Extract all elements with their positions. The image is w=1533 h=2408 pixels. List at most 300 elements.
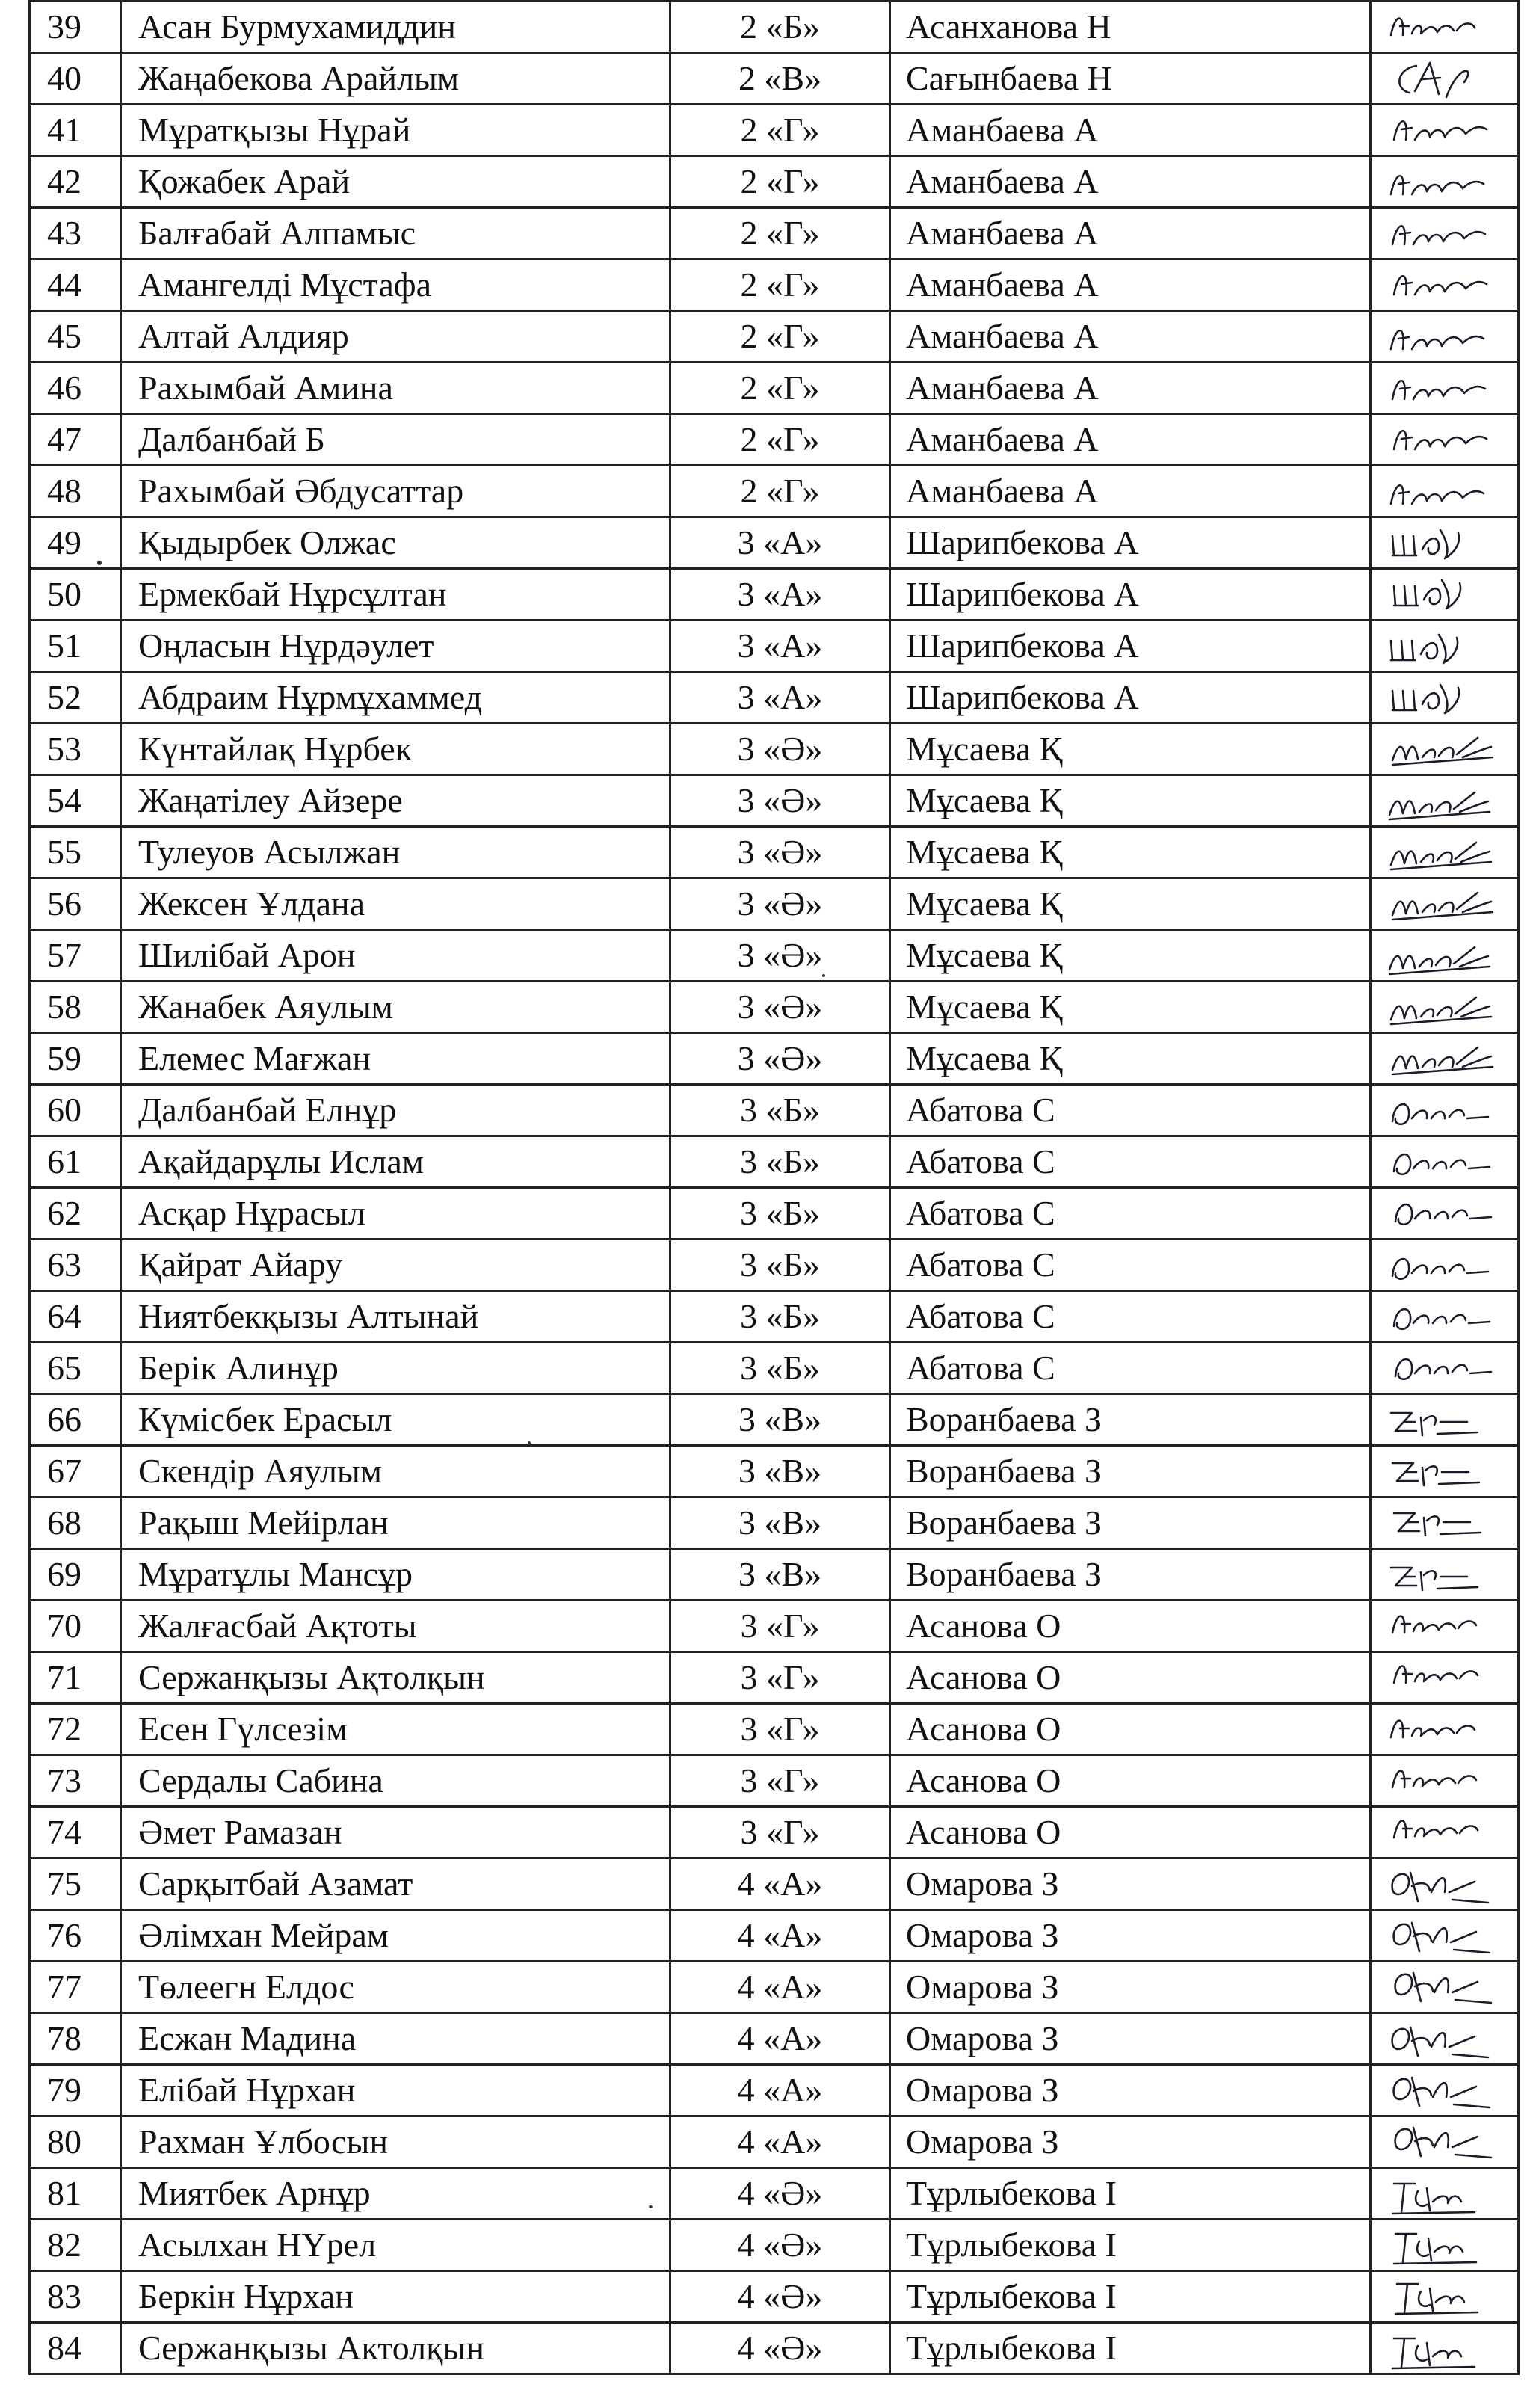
table-row xyxy=(30,208,1519,259)
class-label: 4 «Ә» xyxy=(670,2168,890,2220)
signature-cell xyxy=(1371,259,1519,311)
teacher-name: Тұрлыбекова І xyxy=(890,2323,1371,2374)
row-number: 53 xyxy=(30,724,121,775)
class-label: 3 «А» xyxy=(670,517,890,569)
table-row xyxy=(30,2168,1519,2220)
handwritten-signature xyxy=(1387,1345,1499,1391)
table-row xyxy=(30,1601,1519,1652)
handwritten-signature xyxy=(1387,416,1499,463)
row-number: 56 xyxy=(30,878,121,930)
row-number: 72 xyxy=(30,1704,121,1755)
table-row xyxy=(30,2116,1519,2168)
row-number: 62 xyxy=(30,1188,121,1240)
row-number: 76 xyxy=(30,1910,121,1962)
signature-cell xyxy=(1371,2116,1519,2168)
student-roster-table xyxy=(28,0,1520,2375)
table-row xyxy=(30,1446,1519,1497)
table-row xyxy=(30,2220,1519,2271)
row-number: 74 xyxy=(30,1807,121,1859)
class-label: 2 «Г» xyxy=(670,105,890,156)
table-row xyxy=(30,1652,1519,1704)
handwritten-signature xyxy=(1387,571,1499,618)
teacher-name: Асанова О xyxy=(890,1601,1371,1652)
signature-cell xyxy=(1371,1343,1519,1394)
class-label: 4 «Ә» xyxy=(670,2323,890,2374)
handwritten-signature xyxy=(1387,674,1499,721)
class-label: 2 «Г» xyxy=(670,311,890,363)
table-row xyxy=(30,569,1519,621)
row-number: 81 xyxy=(30,2168,121,2220)
handwritten-signature xyxy=(1387,2273,1499,2320)
class-label: 3 «Ә» xyxy=(670,775,890,827)
table-row xyxy=(30,930,1519,982)
class-label: 2 «Г» xyxy=(670,363,890,414)
teacher-name: Аманбаева А xyxy=(890,156,1371,208)
class-label: 3 «Б» xyxy=(670,1343,890,1394)
signature-cell xyxy=(1371,414,1519,466)
teacher-name: Мұсаева Қ xyxy=(890,930,1371,982)
scan-speck xyxy=(528,1441,531,1445)
class-label: 3 «Б» xyxy=(670,1136,890,1188)
table-row xyxy=(30,2271,1519,2323)
row-number: 57 xyxy=(30,930,121,982)
teacher-name: Тұрлыбекова І xyxy=(890,2220,1371,2271)
teacher-name: Омарова З xyxy=(890,2013,1371,2065)
signature-cell xyxy=(1371,2271,1519,2323)
class-label: 3 «А» xyxy=(670,569,890,621)
row-number: 61 xyxy=(30,1136,121,1188)
signature-cell xyxy=(1371,775,1519,827)
student-name: Балғабай Алпамыс xyxy=(121,208,670,259)
teacher-name: Асанова О xyxy=(890,1652,1371,1704)
table-row xyxy=(30,1291,1519,1343)
teacher-name: Сағынбаева Н xyxy=(890,53,1371,105)
handwritten-signature xyxy=(1387,1190,1499,1237)
student-name: Абдраим Нұрмұхаммед xyxy=(121,672,670,724)
teacher-name: Асанова О xyxy=(890,1704,1371,1755)
signature-cell xyxy=(1371,1394,1519,1446)
table-row xyxy=(30,1910,1519,1962)
student-name: Сержанқызы Ақтолқын xyxy=(121,1652,670,1704)
teacher-name: Абатова С xyxy=(890,1291,1371,1343)
signature-cell xyxy=(1371,1549,1519,1601)
row-number: 80 xyxy=(30,2116,121,2168)
roster-body xyxy=(30,1,1519,2374)
teacher-name: Абатова С xyxy=(890,1240,1371,1291)
student-name: Оңласын Нұрдәулет xyxy=(121,621,670,672)
row-number: 45 xyxy=(30,311,121,363)
signature-cell xyxy=(1371,105,1519,156)
teacher-name: Мұсаева Қ xyxy=(890,1033,1371,1085)
table-row xyxy=(30,2323,1519,2374)
signature-cell xyxy=(1371,621,1519,672)
class-label: 3 «Г» xyxy=(670,1652,890,1704)
handwritten-signature xyxy=(1387,1861,1499,1907)
table-row xyxy=(30,982,1519,1033)
student-name: Беркін Нұрхан xyxy=(121,2271,670,2323)
handwritten-signature xyxy=(1387,1964,1499,2010)
teacher-name: Абатова С xyxy=(890,1136,1371,1188)
signature-cell xyxy=(1371,1755,1519,1807)
student-name: Тулеуов Асылжан xyxy=(121,827,670,878)
teacher-name: Аманбаева А xyxy=(890,208,1371,259)
table-row xyxy=(30,1240,1519,1291)
signature-cell xyxy=(1371,982,1519,1033)
student-name: Рақыш Мейірлан xyxy=(121,1497,670,1549)
signature-cell xyxy=(1371,1240,1519,1291)
table-row xyxy=(30,1859,1519,1910)
student-name: Сарқытбай Азамат xyxy=(121,1859,670,1910)
row-number: 84 xyxy=(30,2323,121,2374)
teacher-name: Мұсаева Қ xyxy=(890,724,1371,775)
table-row xyxy=(30,1,1519,53)
row-number: 75 xyxy=(30,1859,121,1910)
teacher-name: Омарова З xyxy=(890,1962,1371,2013)
handwritten-signature xyxy=(1387,1397,1499,1443)
class-label: 3 «Ә» xyxy=(670,724,890,775)
handwritten-signature xyxy=(1387,1706,1499,1752)
table-row xyxy=(30,724,1519,775)
class-label: 3 «В» xyxy=(670,1394,890,1446)
signature-cell xyxy=(1371,1,1519,53)
table-row xyxy=(30,363,1519,414)
scan-speck xyxy=(822,974,825,977)
table-row xyxy=(30,878,1519,930)
class-label: 2 «Г» xyxy=(670,259,890,311)
row-number: 79 xyxy=(30,2065,121,2116)
signature-cell xyxy=(1371,363,1519,414)
teacher-name: Абатова С xyxy=(890,1188,1371,1240)
table-row xyxy=(30,1497,1519,1549)
signature-cell xyxy=(1371,1291,1519,1343)
table-row xyxy=(30,827,1519,878)
row-number: 68 xyxy=(30,1497,121,1549)
signature-cell xyxy=(1371,569,1519,621)
table-row xyxy=(30,156,1519,208)
teacher-name: Шарипбекова А xyxy=(890,621,1371,672)
teacher-name: Омарова З xyxy=(890,2116,1371,2168)
signature-cell xyxy=(1371,53,1519,105)
row-number: 44 xyxy=(30,259,121,311)
student-name: Есен Гүлсезім xyxy=(121,1704,670,1755)
signature-cell xyxy=(1371,827,1519,878)
teacher-name: Мұсаева Қ xyxy=(890,827,1371,878)
class-label: 2 «Г» xyxy=(670,208,890,259)
row-number: 60 xyxy=(30,1085,121,1136)
student-name: Қожабек Арай xyxy=(121,156,670,208)
student-name: Жалғасбай Ақтоты xyxy=(121,1601,670,1652)
student-name: Шилібай Арон xyxy=(121,930,670,982)
row-number: 71 xyxy=(30,1652,121,1704)
handwritten-signature xyxy=(1387,107,1499,153)
teacher-name: Воранбаева З xyxy=(890,1446,1371,1497)
signature-cell xyxy=(1371,1136,1519,1188)
row-number: 49 xyxy=(30,517,121,569)
student-name: Елемес Мағжан xyxy=(121,1033,670,1085)
table-row xyxy=(30,259,1519,311)
class-label: 4 «Ә» xyxy=(670,2271,890,2323)
handwritten-signature xyxy=(1387,881,1499,927)
row-number: 59 xyxy=(30,1033,121,1085)
row-number: 65 xyxy=(30,1343,121,1394)
table-row xyxy=(30,775,1519,827)
row-number: 78 xyxy=(30,2013,121,2065)
row-number: 50 xyxy=(30,569,121,621)
student-name: Мұратұлы Мансұр xyxy=(121,1549,670,1601)
handwritten-signature xyxy=(1387,777,1499,824)
class-label: 3 «В» xyxy=(670,1497,890,1549)
scan-speck xyxy=(649,2205,653,2208)
row-number: 54 xyxy=(30,775,121,827)
class-label: 3 «Б» xyxy=(670,1240,890,1291)
teacher-name: Шарипбекова А xyxy=(890,517,1371,569)
class-label: 4 «Ә» xyxy=(670,2220,890,2271)
class-label: 3 «Ә» xyxy=(670,878,890,930)
class-label: 3 «Г» xyxy=(670,1807,890,1859)
class-label: 2 «Г» xyxy=(670,466,890,517)
handwritten-signature xyxy=(1387,1603,1499,1649)
signature-cell xyxy=(1371,1962,1519,2013)
handwritten-signature xyxy=(1387,1242,1499,1288)
signature-cell xyxy=(1371,208,1519,259)
row-number: 43 xyxy=(30,208,121,259)
teacher-name: Тұрлыбекова І xyxy=(890,2168,1371,2220)
teacher-name: Асанханова Н xyxy=(890,1,1371,53)
student-name: Асан Бурмухамиддин xyxy=(121,1,670,53)
signature-cell xyxy=(1371,1704,1519,1755)
signature-cell xyxy=(1371,1807,1519,1859)
class-label: 2 «В» xyxy=(670,53,890,105)
handwritten-signature xyxy=(1387,623,1499,669)
class-label: 4 «А» xyxy=(670,2065,890,2116)
class-label: 3 «Г» xyxy=(670,1755,890,1807)
student-name: Қыдырбек Олжас xyxy=(121,517,670,569)
row-number: 55 xyxy=(30,827,121,878)
table-row xyxy=(30,1704,1519,1755)
handwritten-signature xyxy=(1387,55,1499,102)
row-number: 73 xyxy=(30,1755,121,1807)
student-name: Жаңатілеу Айзере xyxy=(121,775,670,827)
handwritten-signature xyxy=(1387,2170,1499,2217)
handwritten-signature xyxy=(1387,1448,1499,1494)
teacher-name: Воранбаева З xyxy=(890,1394,1371,1446)
row-number: 42 xyxy=(30,156,121,208)
table-row xyxy=(30,414,1519,466)
student-name: Сердалы Сабина xyxy=(121,1755,670,1807)
class-label: 4 «А» xyxy=(670,1859,890,1910)
row-number: 77 xyxy=(30,1962,121,2013)
scan-speck xyxy=(97,561,102,565)
table-row xyxy=(30,1807,1519,1859)
student-name: Рахман Ұлбосын xyxy=(121,2116,670,2168)
student-name: Ақайдарұлы Ислам xyxy=(121,1136,670,1188)
handwritten-signature xyxy=(1387,2016,1499,2062)
class-label: 3 «Ә» xyxy=(670,1033,890,1085)
teacher-name: Воранбаева З xyxy=(890,1549,1371,1601)
signature-cell xyxy=(1371,466,1519,517)
class-label: 3 «В» xyxy=(670,1446,890,1497)
row-number: 40 xyxy=(30,53,121,105)
handwritten-signature xyxy=(1387,1912,1499,1959)
table-row xyxy=(30,672,1519,724)
student-name: Асқар Нұрасыл xyxy=(121,1188,670,1240)
teacher-name: Аманбаева А xyxy=(890,414,1371,466)
handwritten-signature xyxy=(1387,2222,1499,2268)
table-row xyxy=(30,466,1519,517)
teacher-name: Абатова С xyxy=(890,1343,1371,1394)
signature-cell xyxy=(1371,1033,1519,1085)
table-row xyxy=(30,1136,1519,1188)
signature-cell xyxy=(1371,930,1519,982)
student-name: Алтай Алдияр xyxy=(121,311,670,363)
handwritten-signature xyxy=(1387,365,1499,411)
handwritten-signature xyxy=(1387,520,1499,566)
teacher-name: Шарипбекова А xyxy=(890,569,1371,621)
class-label: 2 «Г» xyxy=(670,414,890,466)
table-row xyxy=(30,1343,1519,1394)
handwritten-signature xyxy=(1387,2067,1499,2113)
teacher-name: Омарова З xyxy=(890,1859,1371,1910)
table-row xyxy=(30,2013,1519,2065)
table-row xyxy=(30,53,1519,105)
handwritten-signature xyxy=(1387,1654,1499,1701)
table-row xyxy=(30,105,1519,156)
class-label: 3 «Ә» xyxy=(670,982,890,1033)
student-name: Берік Алинұр xyxy=(121,1343,670,1394)
student-name: Сержанқызы Актолқын xyxy=(121,2323,670,2374)
handwritten-signature xyxy=(1387,1139,1499,1185)
student-name: Қайрат Айару xyxy=(121,1240,670,1291)
class-label: 4 «А» xyxy=(670,2013,890,2065)
class-label: 4 «А» xyxy=(670,1962,890,2013)
handwritten-signature xyxy=(1387,210,1499,256)
table-row xyxy=(30,1755,1519,1807)
student-name: Амангелді Мұстафа xyxy=(121,259,670,311)
handwritten-signature xyxy=(1387,262,1499,308)
signature-cell xyxy=(1371,2323,1519,2374)
row-number: 39 xyxy=(30,1,121,53)
student-name: Далбанбай Б xyxy=(121,414,670,466)
teacher-name: Аманбаева А xyxy=(890,259,1371,311)
row-number: 58 xyxy=(30,982,121,1033)
row-number: 41 xyxy=(30,105,121,156)
handwritten-signature xyxy=(1387,1500,1499,1546)
teacher-name: Аманбаева А xyxy=(890,105,1371,156)
table-row xyxy=(30,517,1519,569)
signature-cell xyxy=(1371,878,1519,930)
signature-cell xyxy=(1371,672,1519,724)
class-label: 2 «Б» xyxy=(670,1,890,53)
signature-cell xyxy=(1371,2168,1519,2220)
student-name: Күнтайлақ Нұрбек xyxy=(121,724,670,775)
teacher-name: Аманбаева А xyxy=(890,311,1371,363)
class-label: 3 «Г» xyxy=(670,1601,890,1652)
row-number: 70 xyxy=(30,1601,121,1652)
student-name: Скендір Аяулым xyxy=(121,1446,670,1497)
table-row xyxy=(30,1188,1519,1240)
class-label: 3 «Б» xyxy=(670,1291,890,1343)
teacher-name: Асанова О xyxy=(890,1807,1371,1859)
row-number: 48 xyxy=(30,466,121,517)
table-row xyxy=(30,1033,1519,1085)
table-row xyxy=(30,621,1519,672)
student-name: Мұратқызы Нұрай xyxy=(121,105,670,156)
signature-cell xyxy=(1371,1601,1519,1652)
row-number: 83 xyxy=(30,2271,121,2323)
student-name: Далбанбай Елнұр xyxy=(121,1085,670,1136)
row-number: 69 xyxy=(30,1549,121,1601)
row-number: 46 xyxy=(30,363,121,414)
table-row xyxy=(30,1085,1519,1136)
handwritten-signature xyxy=(1387,1087,1499,1133)
row-number: 64 xyxy=(30,1291,121,1343)
class-label: 3 «Г» xyxy=(670,1704,890,1755)
signature-cell xyxy=(1371,2013,1519,2065)
row-number: 52 xyxy=(30,672,121,724)
signature-cell xyxy=(1371,2220,1519,2271)
class-label: 3 «А» xyxy=(670,672,890,724)
signature-cell xyxy=(1371,156,1519,208)
class-label: 3 «Б» xyxy=(670,1188,890,1240)
teacher-name: Мұсаева Қ xyxy=(890,982,1371,1033)
table-row xyxy=(30,1962,1519,2013)
student-name: Ниятбекқызы Алтынай xyxy=(121,1291,670,1343)
handwritten-signature xyxy=(1387,1758,1499,1804)
row-number: 66 xyxy=(30,1394,121,1446)
handwritten-signature xyxy=(1387,468,1499,514)
table-row xyxy=(30,311,1519,363)
student-name: Жаңабекова Арайлым xyxy=(121,53,670,105)
handwritten-signature xyxy=(1387,1293,1499,1340)
handwritten-signature xyxy=(1387,829,1499,875)
handwritten-signature xyxy=(1387,158,1499,205)
signature-cell xyxy=(1371,1446,1519,1497)
student-name: Күмісбек Ерасыл xyxy=(121,1394,670,1446)
handwritten-signature xyxy=(1387,1035,1499,1082)
table-row xyxy=(30,1549,1519,1601)
student-name: Асылхан НҮрел xyxy=(121,2220,670,2271)
table-row xyxy=(30,2065,1519,2116)
class-label: 3 «Ә» xyxy=(670,827,890,878)
handwritten-signature xyxy=(1387,932,1499,979)
teacher-name: Абатова С xyxy=(890,1085,1371,1136)
teacher-name: Мұсаева Қ xyxy=(890,775,1371,827)
handwritten-signature xyxy=(1387,4,1499,50)
row-number: 63 xyxy=(30,1240,121,1291)
signature-cell xyxy=(1371,2065,1519,2116)
row-number: 67 xyxy=(30,1446,121,1497)
row-number: 47 xyxy=(30,414,121,466)
handwritten-signature xyxy=(1387,984,1499,1030)
teacher-name: Шарипбекова А xyxy=(890,672,1371,724)
handwritten-signature xyxy=(1387,2325,1499,2371)
student-name: Жексен Ұлдана xyxy=(121,878,670,930)
student-name: Ермекбай Нұрсұлтан xyxy=(121,569,670,621)
student-name: Елібай Нұрхан xyxy=(121,2065,670,2116)
row-number: 82 xyxy=(30,2220,121,2271)
class-label: 2 «Г» xyxy=(670,156,890,208)
handwritten-signature xyxy=(1387,1551,1499,1598)
signature-cell xyxy=(1371,1085,1519,1136)
signature-cell xyxy=(1371,1497,1519,1549)
teacher-name: Аманбаева А xyxy=(890,466,1371,517)
student-name: Миятбек Арнұр xyxy=(121,2168,670,2220)
signature-cell xyxy=(1371,1652,1519,1704)
teacher-name: Мұсаева Қ xyxy=(890,878,1371,930)
signature-cell xyxy=(1371,1910,1519,1962)
handwritten-signature xyxy=(1387,1809,1499,1856)
signature-cell xyxy=(1371,724,1519,775)
